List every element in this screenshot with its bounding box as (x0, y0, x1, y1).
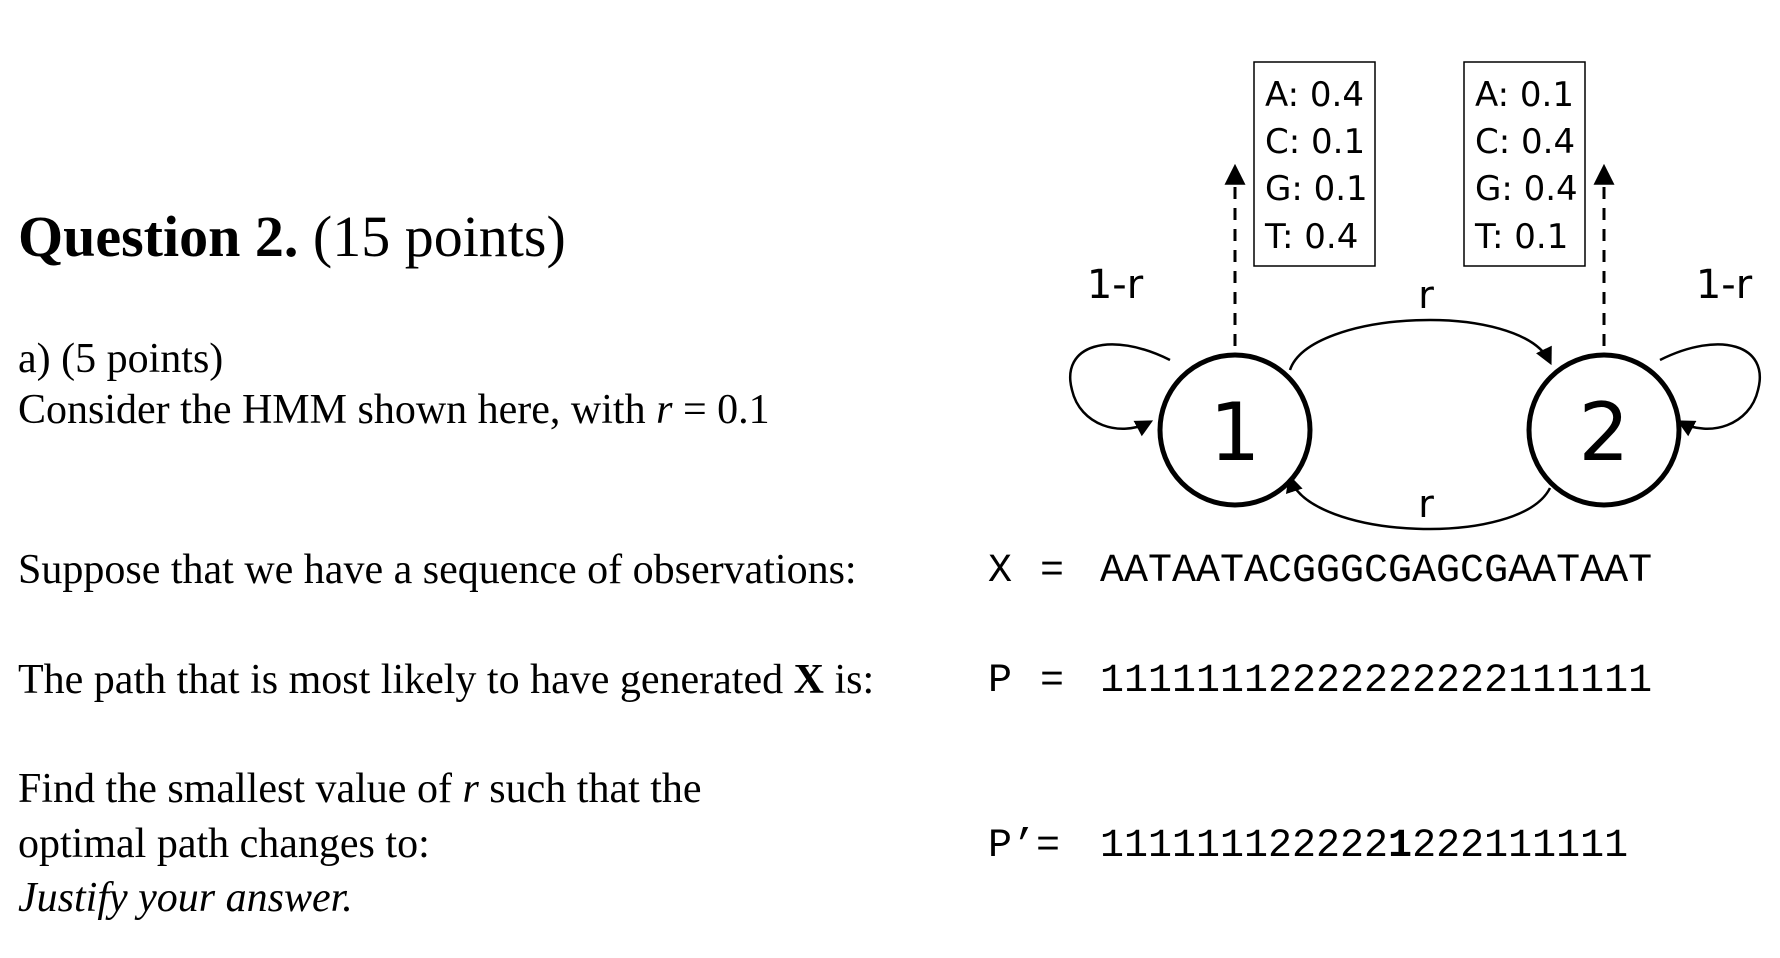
state-1-self-loop (1070, 344, 1170, 428)
observations-sequence: AATAATACGGGCGAGCGAATAAT (1100, 549, 1653, 594)
new-path-var: P’= (988, 824, 1061, 869)
consider-prefix: Consider the HMM shown here, with (18, 387, 657, 433)
state-2-label: 2 (1578, 386, 1630, 479)
state-2-emission-box (1464, 62, 1585, 266)
observations-eq: = (1040, 549, 1065, 594)
state-1-emission-c: C: 0.1 (1265, 122, 1366, 162)
consider-variable: r (656, 387, 673, 433)
transition-1-to-2-arc (1290, 320, 1550, 370)
part-a-label: a) (5 points) (18, 336, 224, 382)
state-1-emission-box (1254, 62, 1375, 266)
state-1-emission-g: G: 0.1 (1265, 169, 1368, 209)
question-points: (15 points) (298, 204, 566, 269)
new-path-changed-state: 1 (1388, 824, 1413, 869)
state-1-emission-a: A: 0.4 (1265, 75, 1364, 115)
state-2-emission-t: T: 0.1 (1475, 217, 1569, 257)
observations-var: X (988, 549, 1013, 594)
path-label-variable: X (793, 657, 824, 703)
new-path-after: 222111111 (1412, 824, 1629, 869)
justify-italic: Justify your answer. (18, 875, 353, 921)
path-label-suffix: is: (823, 657, 875, 703)
state-2-emission-c: C: 0.4 (1475, 122, 1576, 162)
state-1-node (1160, 355, 1310, 505)
path-eq: = (1040, 659, 1065, 704)
find-prefix: Find the smallest value of (18, 766, 463, 812)
find-suffix: such that the (478, 766, 702, 812)
state-1-label: 1 (1209, 386, 1261, 479)
state-1-self-loop-label: 1-r (1086, 262, 1144, 308)
transition-bottom-label: r (1418, 482, 1434, 526)
transition-top-label: r (1418, 273, 1434, 317)
observations-label: Suppose that we have a sequence of observations: (18, 547, 857, 593)
consider-suffix: = 0.1 (672, 387, 770, 433)
path-label-prefix: The path that is most likely to have generated (18, 657, 794, 703)
find-variable: r (462, 766, 479, 812)
state-1-emission-t: T: 0.4 (1265, 217, 1359, 257)
find-line-2: optimal path changes to: (18, 821, 430, 867)
state-2-self-loop-label: 1-r (1695, 262, 1753, 308)
state-2-emission-g: G: 0.4 (1475, 169, 1578, 209)
new-path-before: 111111122222 (1100, 824, 1389, 869)
state-2-emission-a: A: 0.1 (1475, 75, 1574, 115)
question-number: Question 2. (18, 204, 299, 269)
state-2-node (1529, 355, 1679, 505)
path-var: P (988, 659, 1013, 704)
path-sequence: 11111112222222222111111 (1100, 659, 1653, 704)
